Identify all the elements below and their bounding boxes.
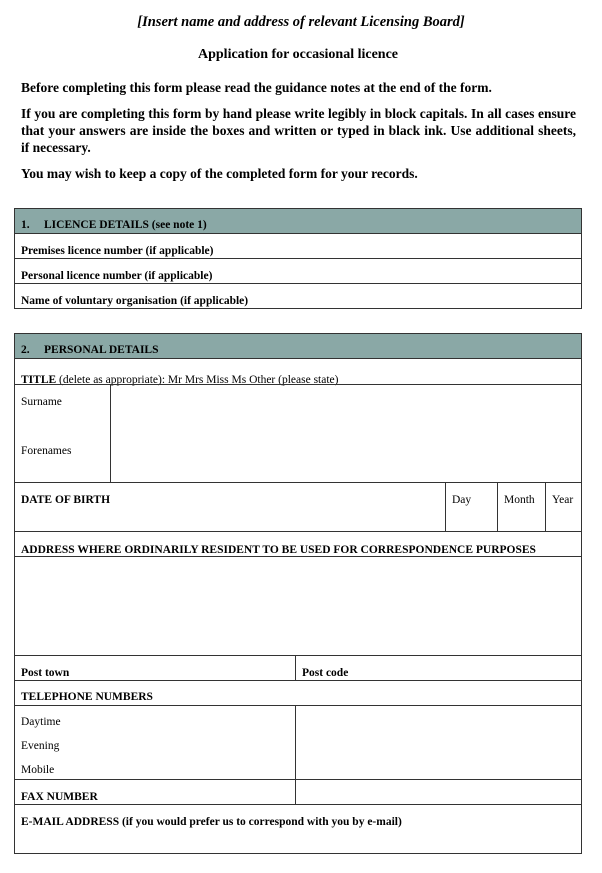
post-town-field[interactable] [15, 656, 295, 680]
address-label: ADDRESS WHERE ORDINARILY RESIDENT TO BE USED FOR CORRESPONDENCE PURPOSES [21, 544, 536, 556]
fax-number-field [15, 780, 295, 804]
voluntary-organisation-label: Name of voluntary organisation (if applicable) [21, 295, 249, 307]
mobile-label: Mobile [21, 764, 55, 776]
form-title: Application for occasional licence [198, 47, 398, 62]
title-label: TITLE [21, 374, 57, 386]
name-input-area[interactable] [111, 385, 581, 482]
section-licence-details [14, 208, 582, 309]
dob-day-field[interactable] [446, 483, 497, 531]
post-town-label: Post town [21, 667, 70, 679]
dob-year-field[interactable] [546, 483, 581, 531]
premises-licence-label: Premises licence number (if applicable) [21, 245, 214, 257]
dob-day-label: Day [452, 494, 472, 506]
telephone-numbers-label: TELEPHONE NUMBERS [21, 691, 153, 703]
daytime-label: Daytime [21, 716, 61, 728]
section-2-title: PERSONAL DETAILS [44, 344, 159, 356]
post-code-label: Post code [302, 667, 349, 679]
telephone-input-area[interactable] [296, 706, 581, 779]
personal-licence-label: Personal licence number (if applicable) [21, 270, 213, 282]
address-input-area[interactable] [15, 557, 581, 655]
email-address-field[interactable] [15, 805, 581, 853]
section-2-header [15, 334, 581, 358]
licensing-board-placeholder: [Insert name and address of relevant Licensing Board] [137, 14, 465, 30]
fax-number-input[interactable] [296, 780, 581, 804]
evening-label: Evening [21, 740, 60, 752]
intro-keep-copy: You may wish to keep a copy of the completed form for your records. [21, 166, 418, 181]
title-options: (delete as appropriate): Mr Mrs Miss Ms Other (please state) [56, 374, 339, 386]
premises-licence-field[interactable] [15, 234, 581, 258]
personal-licence-field[interactable] [15, 259, 581, 283]
title-field[interactable] [15, 359, 581, 386]
date-of-birth-label: DATE OF BIRTH [21, 494, 111, 506]
intro-instructions: If you are completing this form by hand please write legibly in block capitals. In all cases ensure that your answers are inside the boxes and written or typed in black ink. Use additional sheets, if necessary. [21, 106, 576, 155]
section-personal-details [14, 333, 582, 854]
section-1-title: LICENCE DETAILS (see note 1) [44, 219, 207, 231]
fax-number-label: FAX NUMBER [21, 791, 98, 803]
forenames-label: Forenames [21, 445, 72, 457]
surname-label: Surname [21, 396, 62, 408]
dob-year-label: Year [552, 494, 574, 506]
post-code-field[interactable] [296, 656, 581, 680]
intro-guidance-note: Before completing this form please read the guidance notes at the end of the form. [21, 80, 492, 95]
dob-month-label: Month [504, 494, 535, 506]
section-1-header [15, 209, 581, 233]
section-2-number: 2. [21, 344, 30, 356]
email-address-label: E-MAIL ADDRESS (if you would prefer us to correspond with you by e-mail) [21, 816, 402, 828]
dob-month-field[interactable] [498, 483, 545, 531]
voluntary-organisation-field[interactable] [15, 284, 581, 308]
section-1-number: 1. [21, 219, 30, 231]
